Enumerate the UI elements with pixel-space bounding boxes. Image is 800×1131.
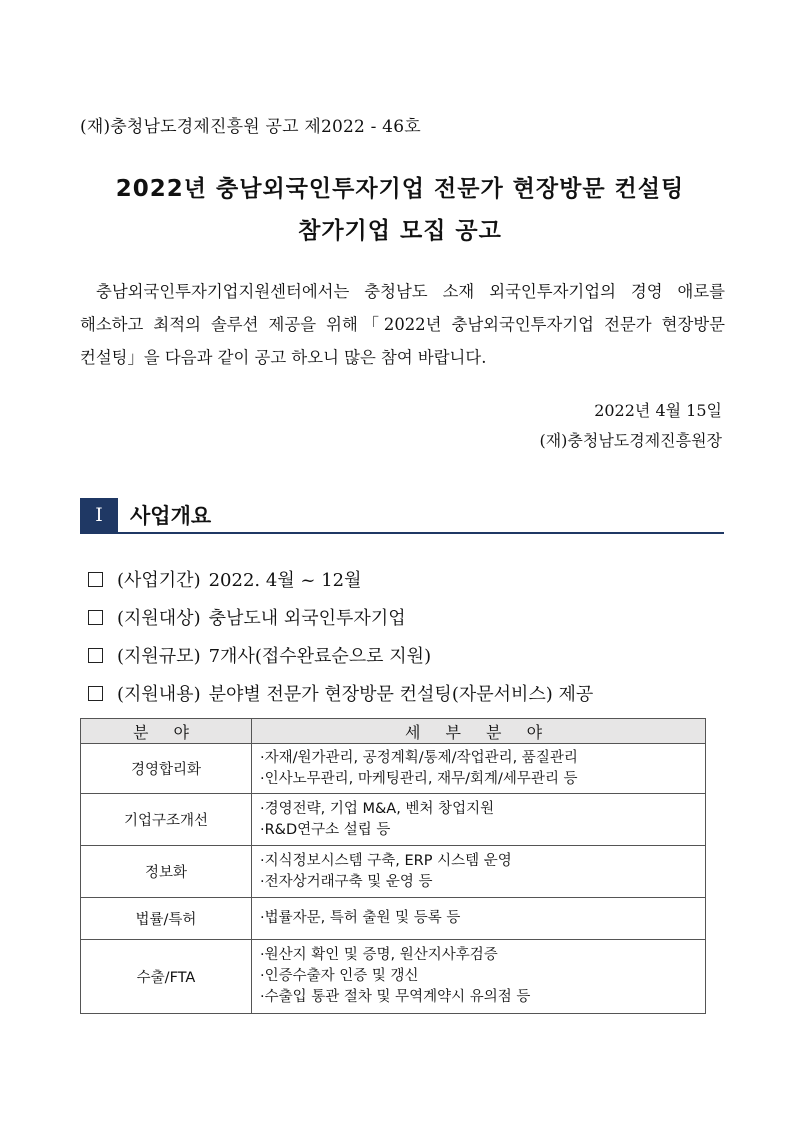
overview-item-period bbox=[88, 560, 593, 598]
table-row bbox=[81, 940, 706, 1014]
overview-item-content bbox=[88, 674, 593, 712]
overview-item-value: 2022. 4월 ~ 12월 bbox=[208, 570, 362, 591]
table-header-field: 분 야 bbox=[81, 719, 252, 744]
table-item-line: ·인사노무관리, 마케팅관리, 재무/회계/세무관리 등 bbox=[260, 770, 578, 787]
checkbox-icon bbox=[88, 648, 103, 663]
checkbox-icon bbox=[88, 572, 103, 587]
intro-paragraph: 충남외국인투자기업지원센터에서는 충청남도 소재 외국인투자기업의 경영 애로를 해소하고 최적의 솔루션 제공을 위해「2022년 충남외국인투자기업 전문가 현장방문 컨설팅」을 다음과 같이 공고 하오니 많은 참여 바랍니다. bbox=[80, 282, 725, 367]
section-header bbox=[80, 498, 724, 534]
table-header-details: 세 부 분 야 bbox=[252, 719, 706, 744]
checkbox-icon bbox=[88, 686, 103, 701]
overview-item-value: 분야별 전문가 현장방문 컨설팅(자문서비스) 제공 bbox=[208, 684, 594, 705]
table-cell-items bbox=[252, 898, 706, 940]
overview-item-target bbox=[88, 598, 593, 636]
table-header-row bbox=[81, 719, 706, 744]
overview-item-value: 7개사(접수완료순으로 지원) bbox=[208, 646, 432, 667]
table-item-line: ·자재/원가관리, 공정계획/통제/작업관리, 품질관리 bbox=[260, 749, 578, 766]
section-title: 사업개요 bbox=[130, 504, 212, 528]
overview-list bbox=[88, 560, 593, 712]
table-cell-field: 정보화 bbox=[81, 846, 252, 898]
checkbox-icon bbox=[88, 610, 103, 625]
overview-item-label: (지원규모) bbox=[117, 646, 201, 667]
overview-item-scale bbox=[88, 636, 593, 674]
overview-item-label: (사업기간) bbox=[117, 570, 201, 591]
table-item-line: ·R&D연구소 설립 등 bbox=[260, 821, 391, 838]
table-cell-items bbox=[252, 846, 706, 898]
document-title-line2: 참가기업 모집 공고 bbox=[298, 218, 502, 244]
table-item-line: ·경영전략, 기업 M&A, 벤처 창업지원 bbox=[260, 800, 495, 817]
table-item-line: ·전자상거래구축 및 운영 등 bbox=[260, 873, 433, 890]
table-cell-items bbox=[252, 940, 706, 1014]
table-row bbox=[81, 846, 706, 898]
table-row bbox=[81, 898, 706, 940]
table-cell-items bbox=[252, 744, 706, 794]
table-item-line: ·지식정보시스템 구축, ERP 시스템 운영 bbox=[260, 852, 512, 869]
consulting-fields-table bbox=[80, 718, 706, 1014]
table-cell-field: 경영합리화 bbox=[81, 744, 252, 794]
table-item-line: ·인증수출자 인증 및 갱신 bbox=[260, 968, 419, 984]
overview-item-label: (지원대상) bbox=[117, 608, 201, 629]
table-cell-field: 수출/FTA bbox=[81, 940, 252, 1014]
overview-item-value: 충남도내 외국인투자기업 bbox=[208, 608, 406, 629]
table-cell-field: 기업구조개선 bbox=[81, 794, 252, 846]
announcement-date: 2022년 4월 15일 bbox=[594, 401, 722, 420]
table-cell-items bbox=[252, 794, 706, 846]
table-cell-field: 법률/특허 bbox=[81, 898, 252, 940]
table-item-line: ·법률자문, 특허 출원 및 등록 등 bbox=[260, 910, 461, 926]
table-item-line: ·원산지 확인 및 증명, 원산지사후검증 bbox=[260, 947, 498, 963]
section-number-badge: I bbox=[80, 498, 118, 532]
table-item-line: ·수출입 통관 절차 및 무역계약시 유의점 등 bbox=[260, 989, 531, 1005]
overview-item-label: (지원내용) bbox=[117, 684, 201, 705]
table-row bbox=[81, 744, 706, 794]
issuer-name: (재)충청남도경제진흥원장 bbox=[539, 431, 722, 450]
document-title-line1: 2022년 충남외국인투자기업 전문가 현장방문 컨설팅 bbox=[115, 176, 685, 202]
notice-number: (재)충청남도경제진흥원 공고 제2022 - 46호 bbox=[80, 117, 421, 137]
table-row bbox=[81, 794, 706, 846]
